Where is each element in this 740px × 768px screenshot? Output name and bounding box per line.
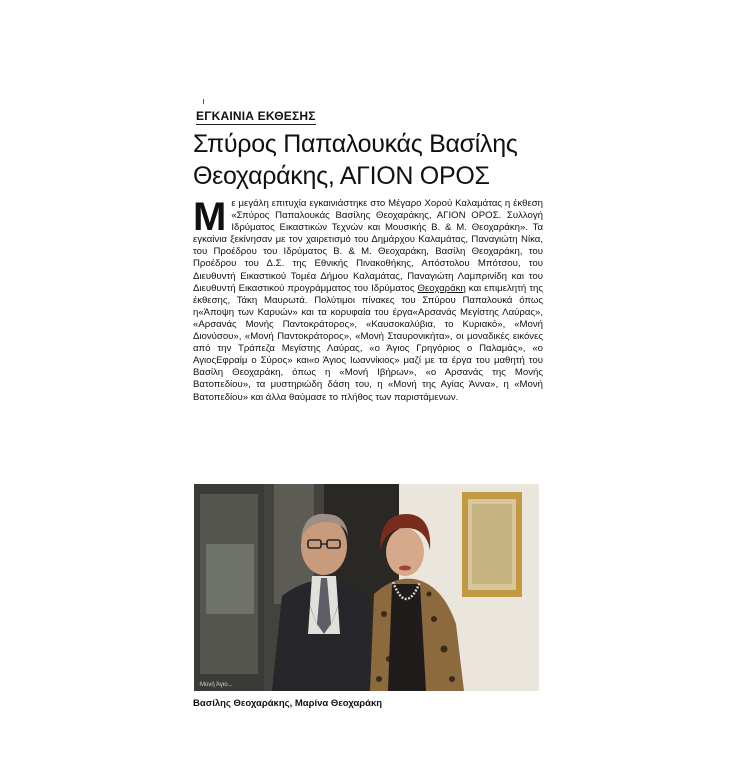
drop-cap: Μ (193, 195, 227, 239)
photo-inscription: ·Μονή Άγιο... (198, 682, 233, 688)
body-text-part-2: και επιμελητή της έκθεσης, Τάκη Μαυρωτά. Πολύτιμοι πίνακες του Σπύρου Παπαλουκά όπως η«Άποψη των Καρυών» και τα κορυφαία του έργα«Αρσανάς Μεγίστης Λαύρας», «Αρσανάς Μονής Παντοκράτορος», «Καυσοκαλύβια, το Κυριακό», «Μονή Διονύσου», «Μονή Παντοκράτορος», «Μονή Σταυρονικήτα», οι μοναδικές εικόνες από την Τράπεζα Μεγίστης Λαύρας, «ο Άγιος Γρηγόριος ο Παλαμάς», «ο ΑγιοςΕφραίμ ο Σύρος» και«ο Άγιος Ιωαννίκιος» μαζί με τα έργα του μαθητή του Βασίλη Θεοχαράκη, όπως η «Μονή Ιβήρων», «ο Αρσανάς της Μονής Βατοπεδίου», τα μυστηριώδη δάση του, η «Μονή της Αγίας Άννα», η «Μονή Βατοπεδίου» και άλλα θαύμασε το πλήθος των παριστάμενων. (193, 282, 543, 403)
article-body (193, 195, 543, 404)
picture-detail (472, 504, 512, 584)
body-text-part-1: ε μεγάλη επιτυχία εγκαινιάστηκε στο Μέγαρο Χορού Καλαμάτας η έκθεση «Σπύρος Παπαλουκάς Βασίλης Θεοχαράκης, ΑΓΙΟΝ ΟΡΟΣ. Συλλογή Ιδρύματος Εικαστικών Τεχνών και Μουσικής Β. & Μ. Θεοχαράκη». Τα εγκαίνια ξεκίνησαν με τον χαιρετισμό του Δημάρχου Καλαμάτας, Παναγιώτη Νίκα, του Προέδρου του Ιδρύματος Β. & Μ. Θεοχαράκη, Βασίλη Θεοχαράκη, του Προέδρου του Δ.Σ. της Εθνικής Πινακοθήκης, Απόστολου Μπότσου, του Διευθυντή Εικαστικού Τομέα Δήμου Καλαμάτας, Παναγιώτη Λαμπρινίδη και του Διευθυντή Εικαστικού προγράμματος του Ιδρύματος (193, 198, 543, 294)
article-photo (194, 484, 539, 691)
photo-illustration (194, 484, 539, 691)
woman-lips (399, 566, 411, 571)
article-headline: Σπύρος Παπαλουκάς Βασίλης Θεοχαράκης, ΑΓΙΟΝ ΟΡΟΣ (193, 130, 518, 190)
painting-left-detail (206, 544, 254, 614)
woman-inner-top (388, 584, 426, 691)
body-underlined-name: Θεοχαράκη (417, 282, 466, 294)
section-kicker: ΕΓΚΑΙΝΙΑ ΕΚΘΕΣΗΣ (196, 109, 316, 123)
column-tick-mark (203, 99, 204, 104)
photo-caption: Βασίλης Θεοχαράκης, Μαρίνα Θεοχαράκη (193, 698, 383, 709)
